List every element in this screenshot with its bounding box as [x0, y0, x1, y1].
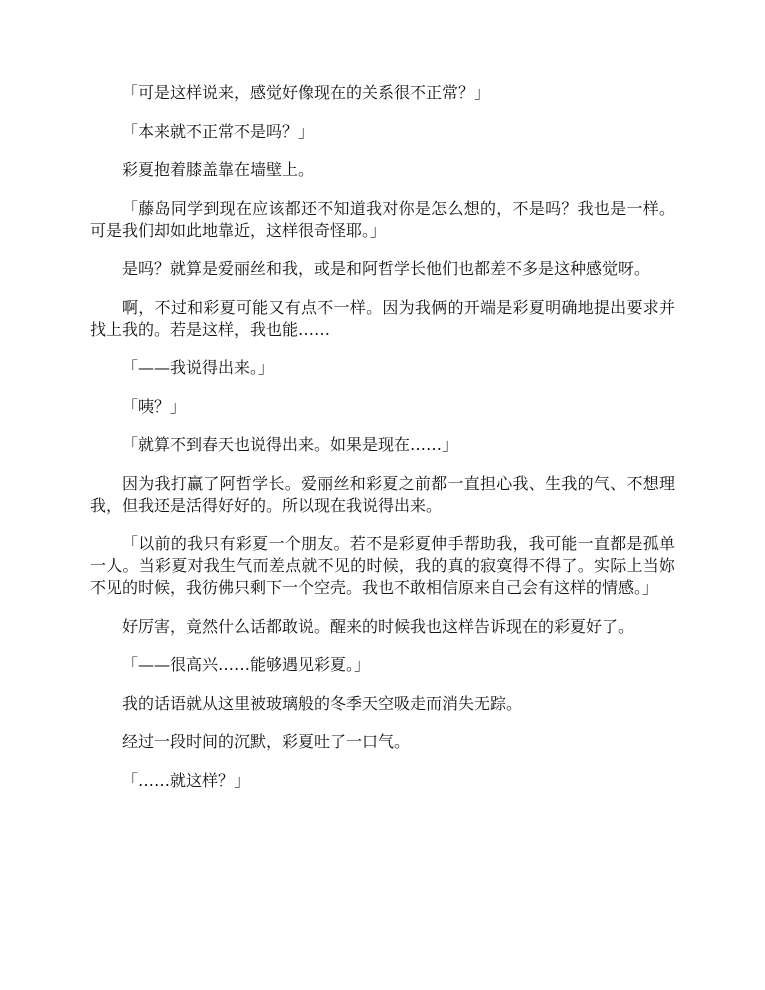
paragraph: 是吗？就算是爱丽丝和我，或是和阿哲学长他们也都差不多是这种感觉呀。	[122, 259, 651, 278]
paragraph: 「藤岛同学到现在应该都还不知道我对你是怎么想的，不是吗？我也是一样。可是我们却如此地靠近，这样很奇怪耶。」	[90, 198, 675, 240]
paragraph: 「本来就不正常不是吗？」	[122, 121, 315, 141]
paragraph: 「就算不到春天也说得出来。如果是现在……」	[122, 435, 459, 454]
paragraph: 「——我说得出来。」	[122, 358, 275, 377]
paragraph: 彩夏抱着膝盖靠在墙壁上。	[122, 160, 315, 179]
paragraph: 「以前的我只有彩夏一个朋友。若不是彩夏伸手帮助我，我可能一直都是孤单一人。当彩夏对我生气而差点就不见的时候，我的真的寂寞得不得了。实际上当妳不见的时候，我彷佛只剩下一个空壳。我也不敢相信原来自己会有这样的情感。」	[90, 534, 675, 597]
paragraph: 好厉害，竟然什么话都敢说。醒来的时候我也这样告诉现在的彩夏好了。	[122, 616, 635, 636]
paragraph: 「可是这样说来，感觉好像现在的关系很不正常？」	[122, 83, 491, 102]
paragraph: 「……就这样？」	[122, 770, 251, 790]
paragraph: 我的话语就从这里被玻璃般的冬季天空吸走而消失无踪。	[122, 693, 523, 713]
document-body	[90, 82, 675, 808]
paragraph: 啊，不过和彩夏可能又有点不一样。因为我俩的开端是彩夏明确地提出要求并找上我的。若是这样，我也能……	[90, 297, 675, 339]
paragraph: 「——很高兴……能够遇见彩夏。」	[122, 655, 371, 674]
paragraph: 经过一段时间的沉默，彩夏吐了一口气。	[122, 732, 411, 751]
paragraph: 「咦？」	[122, 396, 187, 416]
paragraph: 因为我打赢了阿哲学长。爱丽丝和彩夏之前都一直担心我、生我的气、不想理我，但我还是活得好好的。所以现在我说得出来。	[90, 473, 675, 515]
